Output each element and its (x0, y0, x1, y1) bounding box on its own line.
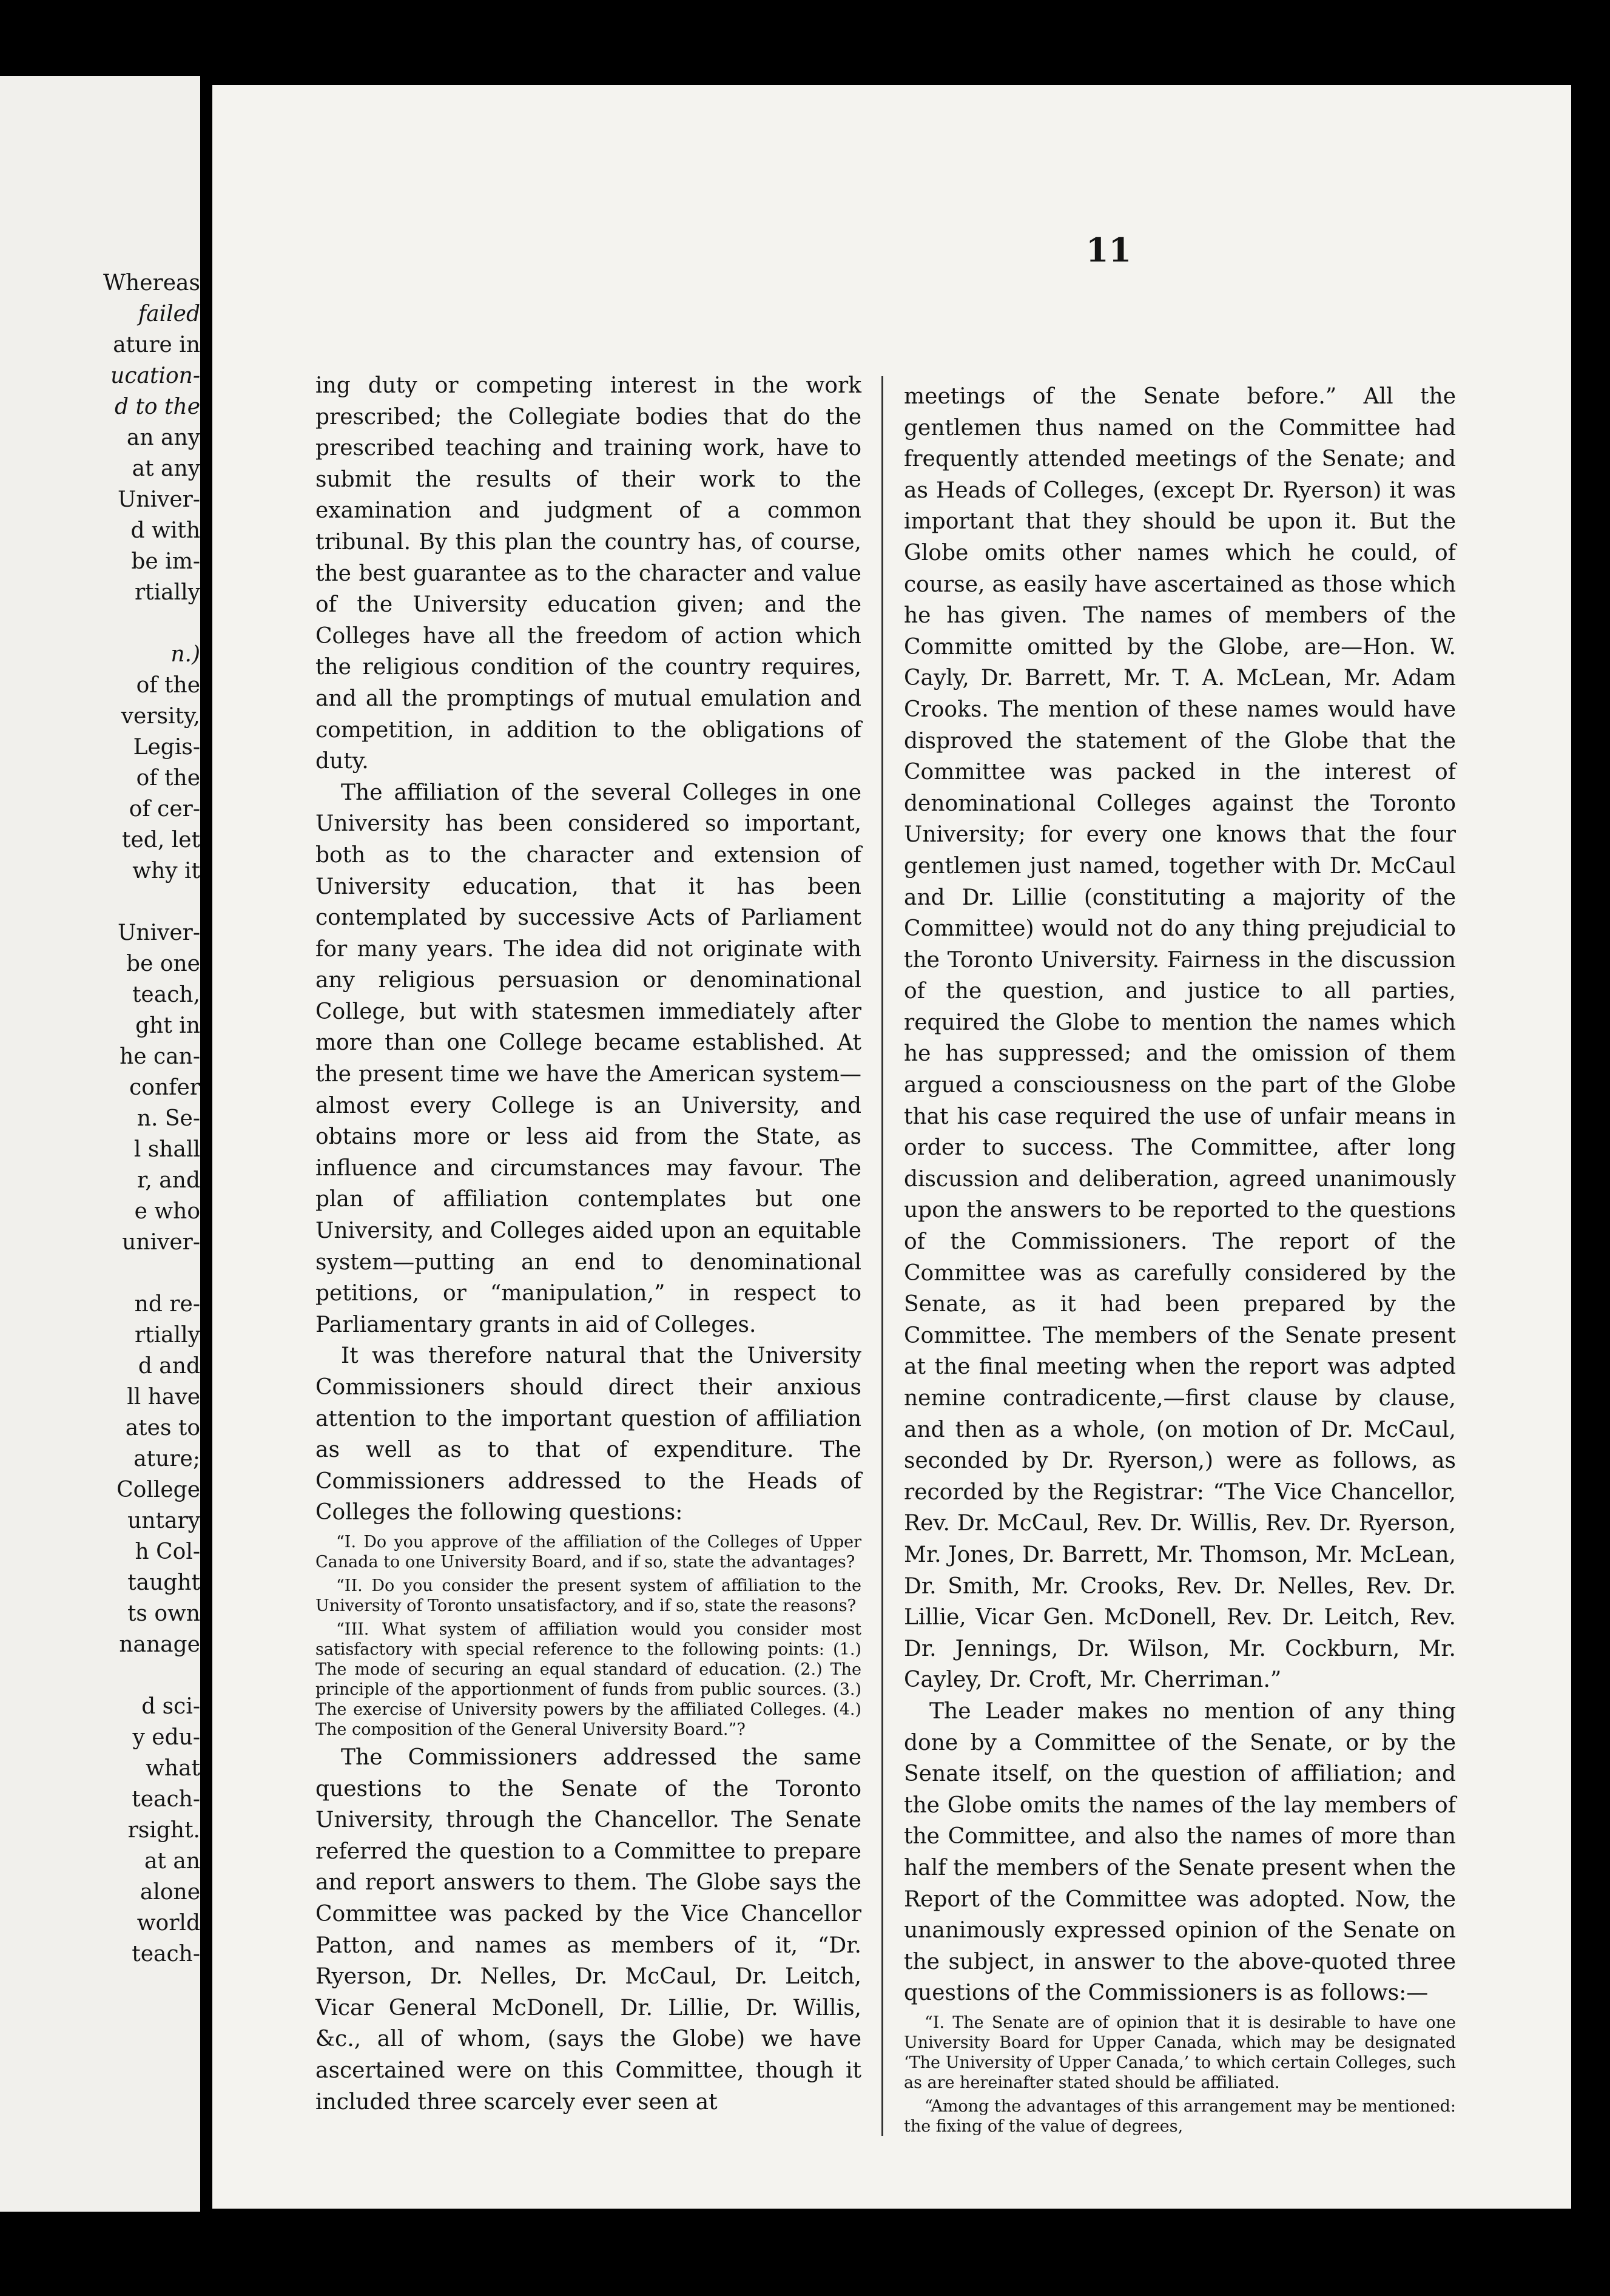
fragment-line: failed (138, 302, 200, 326)
fragment-line: of the (136, 673, 200, 698)
fragment-line: untary (127, 1508, 200, 1533)
fragment-line: ted, let (122, 828, 200, 853)
fragment-line: d and (138, 1354, 200, 1379)
paragraph: meetings of the Senate before.” All the gentlemen thus named on the Committee had frequently attended meetings of the Senate; and as Heads of Colleges, (except Dr. Ryerson) it was important that they should be upon it. But the Globe omits other names which he could, of course, as easily have ascertained as those which he has given. The names of members of the Committe omitted by the Globe, are—Hon. W. Cayly, Dr. Barrett, Mr. T. A. McLean, Mr. Adam Crooks. The mention of these names would have disproved the statement of the Globe that the Committee was packed in the interest of denominational Colleges against the Toronto University; for every one knows that the four gentlemen just named, together with Dr. McCaul and Dr. Lillie (constituting a majority of the Committee) would not do any thing prejudicial to the Toronto University. Fairness in the discussion of the question, and justice to all parties, required the Globe to mention the names which he has suppressed; and the omission of them argued a consciousness on the part of the Globe that his case required the use of unfair means in order to success. The Committee, after long discussion and deliberation, agreed unanimously upon the answers to be reported to the questions of the Commissioners. The report of the Committee was as carefully considered by the Senate, as it had been prepared by the Committee. The members of the Senate present at the final meeting when the report was adpted nemine contradicente,—first clause by clause, and then as a whole, (on motion of Dr. McCaul, seconded by Dr. Ryerson,) were as follows, as recorded by the Registrar: “The Vice Chancellor, Rev. Dr. McCaul, Rev. Dr. Willis, Rev. Dr. Ryerson, Mr. Jones, Dr. Barrett, Mr. Thomson, Mr. McLean, Dr. Smith, Mr. Crooks, Rev. Dr. Nelles, Rev. Dr. Lillie, Vicar Gen. McDonell, Rev. Dr. Leitch, Rev. Dr. Jennings, Dr. Wilson, Mr. Cockburn, Mr. Cayley, Dr. Croft, Mr. Cherriman.” (904, 384, 1456, 1693)
fragment-line: world (136, 1911, 200, 1936)
fragment-line: at any (132, 456, 200, 481)
quoted-question: “Among the advantages of this arrangement may be mentioned: the fixing of the value of degrees, (904, 2096, 1456, 2136)
fragment-line: taught (127, 1570, 200, 1595)
fragment-line: n.) (170, 642, 200, 667)
text-column-right (904, 381, 1456, 2139)
fragment-line: ts own (127, 1601, 200, 1626)
fragment-line: e who (134, 1199, 200, 1224)
facing-page-fragment (0, 76, 200, 2212)
quoted-question: “I. Do you approve of the affiliation of the Colleges of Upper Canada to one University Board, and if so, state the advantages? (315, 1532, 861, 1572)
text-column-left (315, 370, 861, 2118)
page-number: 11 (1086, 231, 1132, 269)
fragment-line: nd re- (134, 1292, 200, 1317)
fragment-line: versity, (121, 704, 200, 729)
fragment-line: College (116, 1477, 200, 1502)
fragment-line: ates to (125, 1416, 200, 1440)
fragment-line: Legis- (133, 735, 200, 760)
fragment-line: why it (132, 859, 200, 883)
quoted-question: “II. Do you consider the present system of affiliation to the University of Toronto unsatisfactory, and if so, state the reasons? (315, 1576, 861, 1615)
fragment-line: teach, (132, 982, 200, 1007)
fragment-line: Whereas (103, 271, 200, 295)
fragment-line: nanage (119, 1632, 200, 1657)
column-divider (881, 376, 883, 2136)
fragment-line: n. Se- (136, 1106, 200, 1131)
fragment-line: l shall (133, 1137, 200, 1162)
fragment-line: Univer- (117, 920, 200, 945)
fragment-line: he can- (120, 1044, 200, 1069)
scan-border (1571, 0, 1610, 2296)
fragment-line: teach- (132, 1942, 200, 1967)
fragment-line: an any (126, 425, 200, 450)
fragment-line: rtially (134, 580, 200, 605)
fragment-line: rtially (134, 1323, 200, 1348)
fragment-line: d with (130, 518, 200, 543)
paragraph: The affiliation of the several Colleges in one University has been considered so important, both as to the character and extension of University education, that it has been contemplated by successive Acts of Parliament for many years. The idea did not originate with any religious persuasion or denominational College, but with statesmen immediately after more than one College became established. At the present time we have the American system—almost every College is an University, and obtains more or less aid from the State, as influence and circumstances may favour. The plan of affiliation contemplates but one University, and Colleges aided upon an equitable system—putting an end to denominational petitions, or “manipulation,” in respect to Parliamentary grants in aid of Colleges. (315, 780, 861, 1337)
quoted-question: “I. The Senate are of opinion that it is desirable to have one University Board for Upper Canada, which may be designated ‘The University of Upper Canada,’ to which certain Colleges, such as are hereinafter stated should be affiliated. (904, 2013, 1456, 2092)
quoted-question: “III. What system of affiliation would you consider most satisfactory with special reference to the following points: (1.) The mode of securing an equal standard of education. (2.) The principle of the apportionment of funds from public sources. (3.) The exercise of University powers by the affiliated Colleges. (4.) The composition of the General University Board.”? (315, 1619, 861, 1739)
book-gutter (200, 0, 212, 2296)
fragment-line: ll have (127, 1385, 200, 1410)
fragment-line: y edu- (132, 1725, 200, 1750)
fragment-line: of the (136, 766, 200, 791)
paragraph: It was therefore natural that the University Commissioners should direct their anxious attention to the important question of affiliation as well as to that of expenditure. The Commissioners addressed to the Heads of Colleges the following questions: (315, 1343, 861, 1525)
page-11 (212, 85, 1571, 2209)
fragment-line: of cer- (129, 797, 200, 822)
fragment-line: alone (140, 1880, 200, 1905)
fragment-line: univer- (122, 1230, 200, 1255)
fragment-line: ght in (135, 1013, 200, 1038)
fragment-line: Univer- (117, 487, 200, 512)
fragment-line: teach- (132, 1787, 200, 1812)
fragment-line: at an (144, 1849, 200, 1874)
fragment-line: h Col- (135, 1539, 200, 1564)
fragment-line: r, and (137, 1168, 200, 1193)
paragraph: ing duty or competing interest in the work prescribed; the Collegiate bodies that do the prescribed teaching and training work, have to submit the results of their work to the examination and judgment of a common tribunal. By this plan the country has, of course, the best guarantee as to the character and value of the University education given; and the Colleges have all the freedom of action which the religious condition of the country requires, and all the promptings of mutual emulation and competition, in addition to the obligations of duty. (315, 373, 861, 774)
fragment-line: d sci- (141, 1694, 200, 1719)
fragment-line: ature; (133, 1447, 200, 1471)
fragment-line: be one (126, 951, 200, 976)
fragment-line: be im- (131, 549, 200, 574)
fragment-line: confer (129, 1075, 200, 1100)
fragment-line: rsight. (127, 1818, 200, 1843)
fragment-line: what (146, 1756, 200, 1781)
paragraph: The Commissioners addressed the same questions to the Senate of the Toronto University, through the Chancellor. The Senate referred the question to a Committee to prepare and report answers to them. The Globe says the Committee was packed by the Vice Chancellor Patton, and names as members of it, “Dr. Ryerson, Dr. Nelles, Dr. McCaul, Dr. Leitch, Vicar General McDonell, Dr. Lillie, Dr. Willis, &c., all of whom, (says the Globe) we have ascertained were on this Committee, though it included three scarcely ever seen at (315, 1744, 861, 2115)
fragment-line: ucation- (110, 363, 200, 388)
paragraph: The Leader makes no mention of any thing done by a Committee of the Senate, or by the Senate itself, on the question of affiliation; and the Globe omits the names of the lay members of the Committee, and also the names of more than half the members of the Senate present when the Report of the Committee was adopted. Now, the unanimously expressed opinion of the Senate on the subject, in answer to the above-quoted three questions of the Commissioners is as follows:— (904, 1698, 1456, 2006)
fragment-line: d to the (114, 394, 200, 419)
fragment-line: ature in (113, 333, 200, 357)
